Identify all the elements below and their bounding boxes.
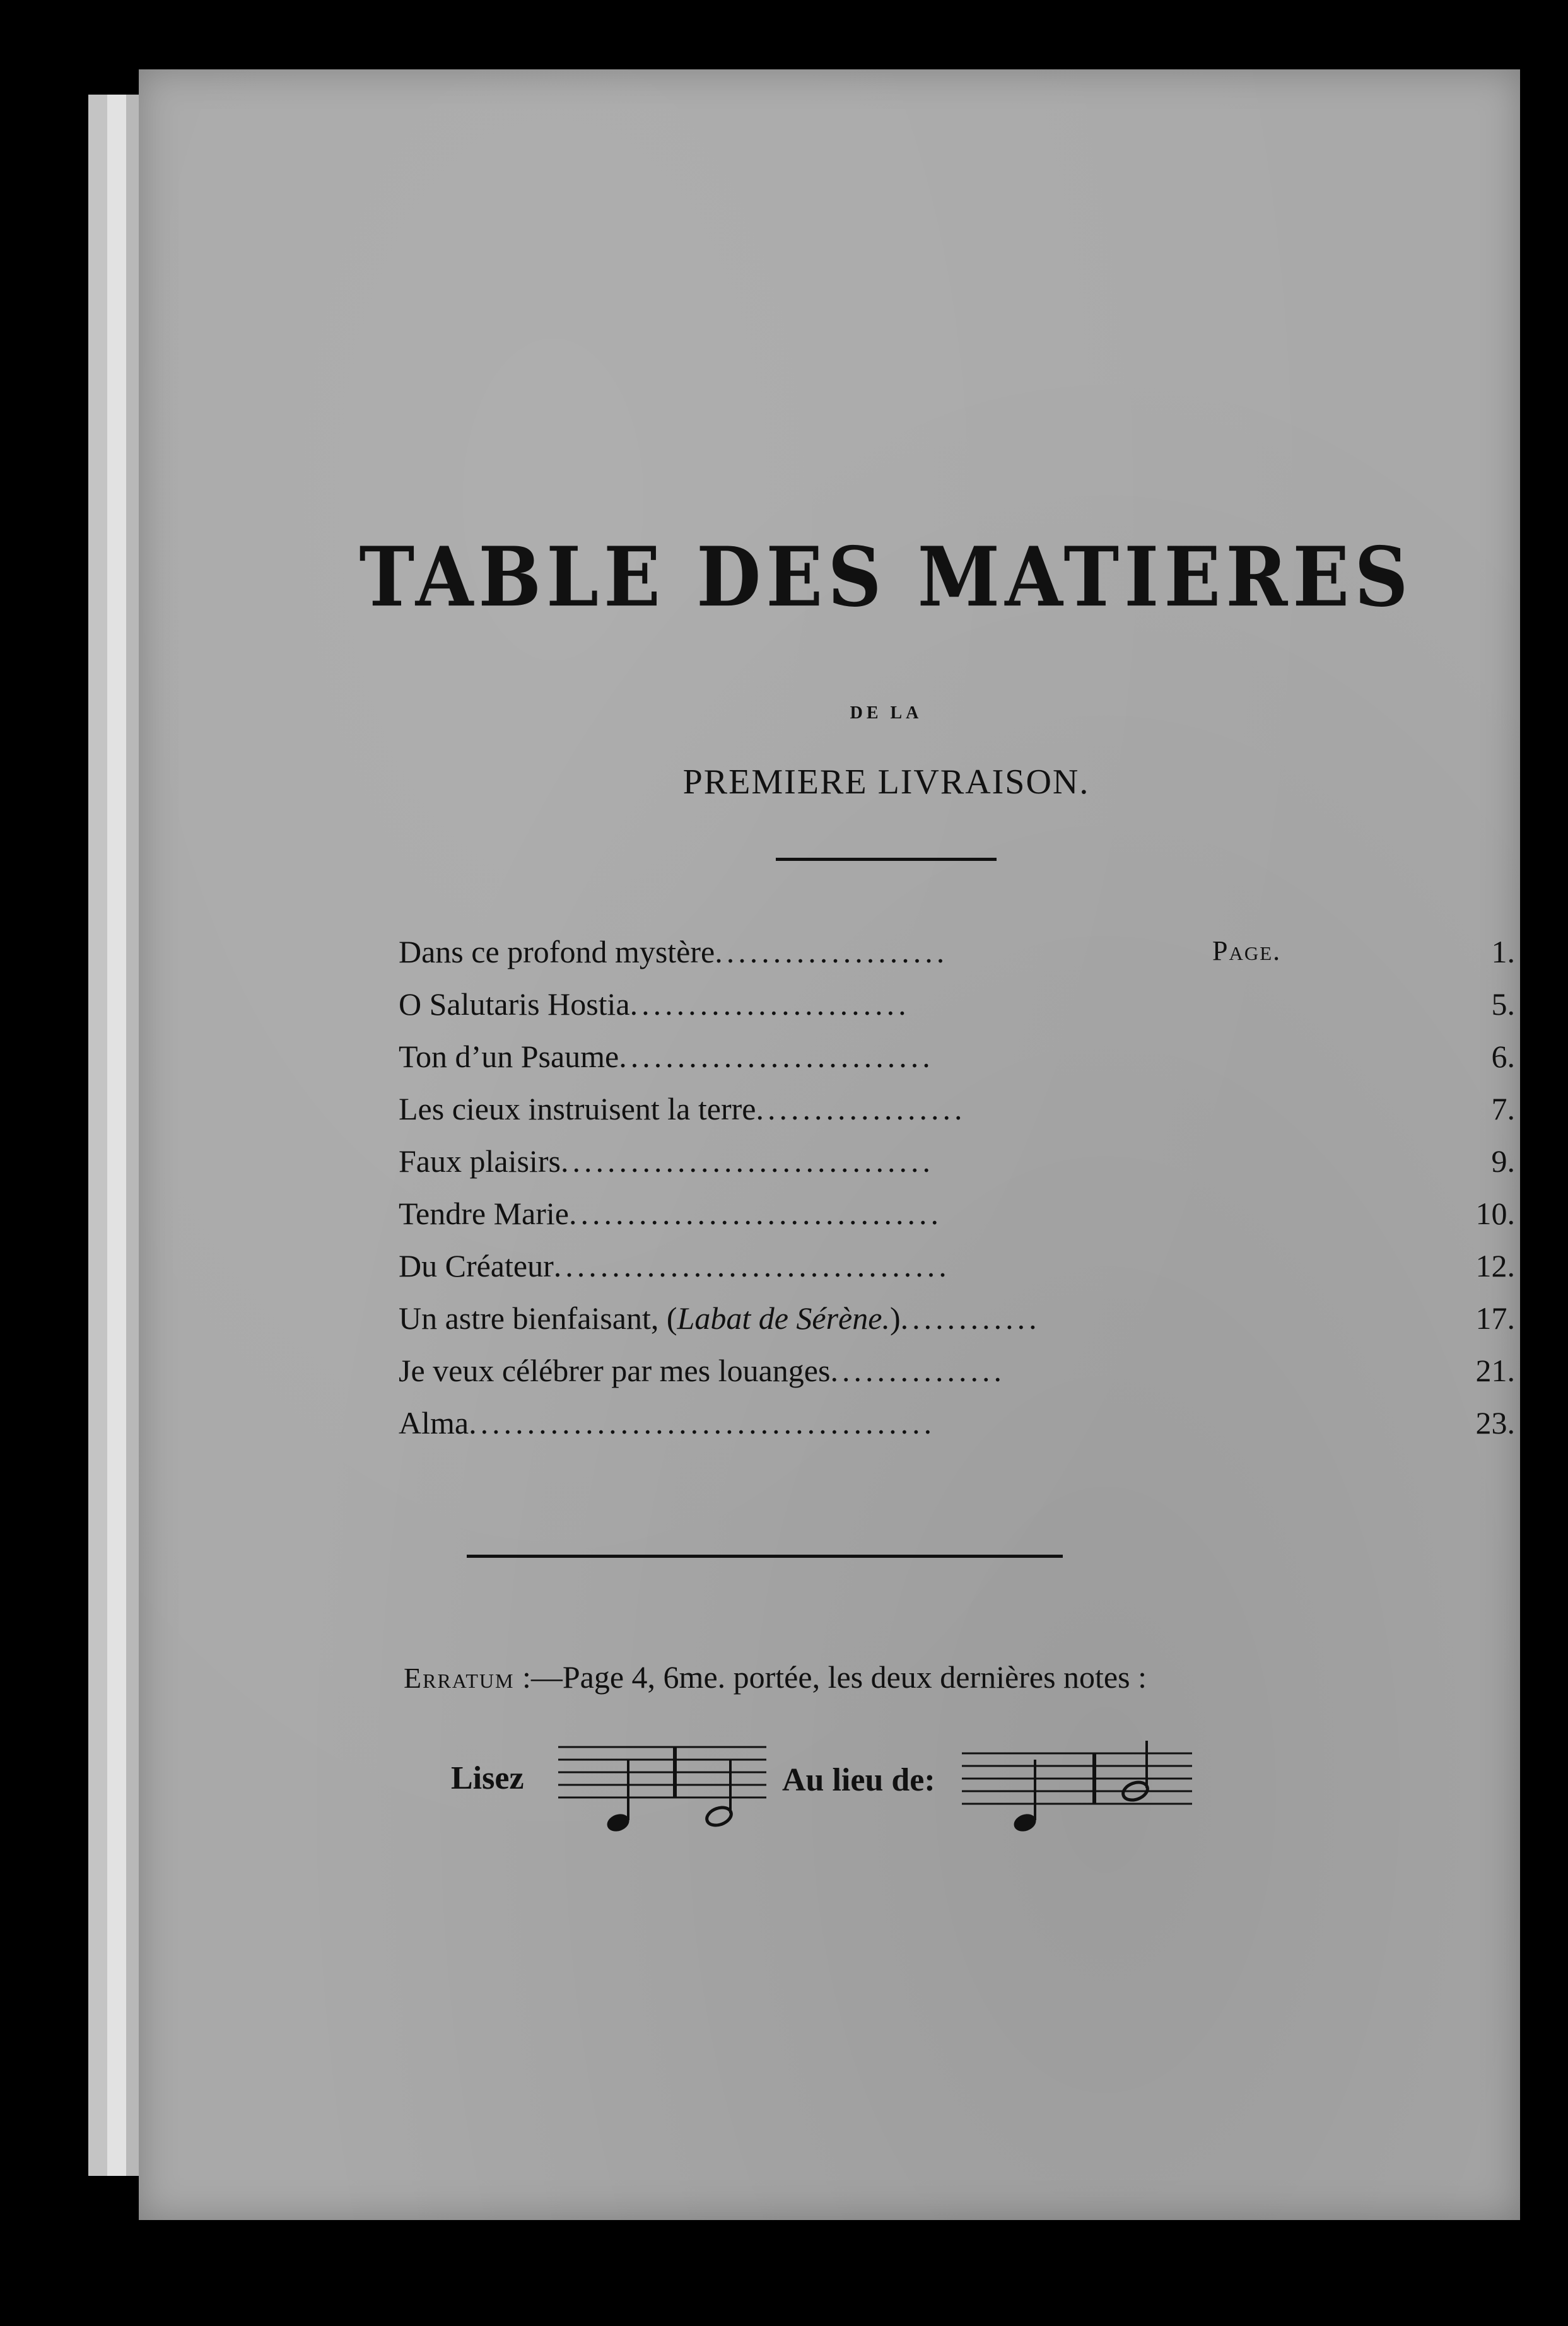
toc-row <box>399 1195 1515 1248</box>
half-note-icon <box>705 1760 734 1828</box>
leader-dots: .................... <box>715 934 949 969</box>
toc-page-number: 23. <box>1475 1405 1515 1441</box>
toc-entry-title-prefix: Un astre bienfaisant, ( <box>399 1300 677 1336</box>
leader-dots: ........................ <box>629 986 910 1022</box>
leader-dots: ........................... <box>619 1039 934 1074</box>
toc-row <box>399 1300 1515 1352</box>
table-of-contents <box>399 933 1515 1457</box>
toc-row <box>399 1248 1515 1300</box>
lisez-label: Lisez <box>451 1760 524 1796</box>
toc-entry-title: Faux plaisirs <box>399 1143 561 1179</box>
toc-page-number: 21. <box>1475 1353 1515 1388</box>
toc-row <box>399 986 1515 1038</box>
leader-dots: ........................................ <box>469 1405 936 1441</box>
de-la-label: DE LA <box>850 703 923 723</box>
au-lieu-de-label: Au lieu de: <box>782 1762 935 1798</box>
toc-page-number: 17. <box>1475 1300 1515 1336</box>
toc-page-number: 1. <box>1491 934 1515 969</box>
toc-page-number: 12. <box>1475 1248 1515 1283</box>
leader-dots: ............ <box>900 1300 1041 1336</box>
toc-page-number: 5. <box>1491 986 1515 1022</box>
erratum-text: :—Page 4, 6me. portée, les deux dernières notes : <box>514 1659 1147 1695</box>
toc-entry-title-italic: Labat de Sérène. <box>677 1300 890 1336</box>
toc-row <box>399 1143 1515 1195</box>
toc-page-number: 9. <box>1491 1143 1515 1179</box>
quarter-note-icon <box>1012 1760 1039 1834</box>
toc-entry-title: O Salutaris Hostia <box>399 986 630 1022</box>
ornamental-rule <box>776 858 997 861</box>
half-note-icon <box>1121 1741 1150 1803</box>
erratum-note <box>404 1659 1147 1695</box>
toc-row <box>399 933 1515 986</box>
music-staff-correct <box>558 1734 766 1848</box>
toc-entry-title: Ton d’un Psaume <box>399 1039 619 1074</box>
toc-row <box>399 1405 1515 1457</box>
toc-page-number: 7. <box>1491 1091 1515 1126</box>
toc-entry-title: Alma <box>399 1405 469 1441</box>
music-staff-incorrect <box>962 1741 1192 1854</box>
section-divider <box>467 1555 1063 1558</box>
toc-entry-title: Les cieux instruisent la terre <box>399 1091 756 1126</box>
toc-entry-title: Tendre Marie <box>399 1196 569 1231</box>
toc-entry-title: Je veux célébrer par mes louanges <box>399 1353 831 1388</box>
leader-dots: ............... <box>830 1353 1005 1388</box>
page-column-label: Page. <box>1212 935 1282 966</box>
toc-row <box>399 1090 1515 1143</box>
toc-page-number: 10. <box>1475 1196 1515 1231</box>
leader-dots: .................................. <box>553 1248 951 1283</box>
toc-entry-title: Du Créateur <box>399 1248 554 1283</box>
erratum-lead: Erratum <box>404 1662 515 1694</box>
page-subtitle: PREMIERE LIVRAISON. <box>682 763 1090 802</box>
document-page <box>139 69 1520 2220</box>
page-edge <box>88 95 107 2176</box>
leader-dots: ................................ <box>568 1196 942 1231</box>
leader-dots: ................................ <box>560 1143 934 1179</box>
toc-entry-title: Dans ce profond mystère <box>399 934 715 969</box>
toc-page-number: 6. <box>1491 1039 1515 1074</box>
toc-entry-title-suffix: ) <box>889 1300 901 1336</box>
leader-dots: .................. <box>756 1091 966 1126</box>
page-edge <box>107 95 126 2176</box>
toc-row <box>399 1352 1515 1405</box>
toc-row <box>399 1038 1515 1090</box>
page-title: TABLE DES MATIERES <box>359 529 1413 625</box>
